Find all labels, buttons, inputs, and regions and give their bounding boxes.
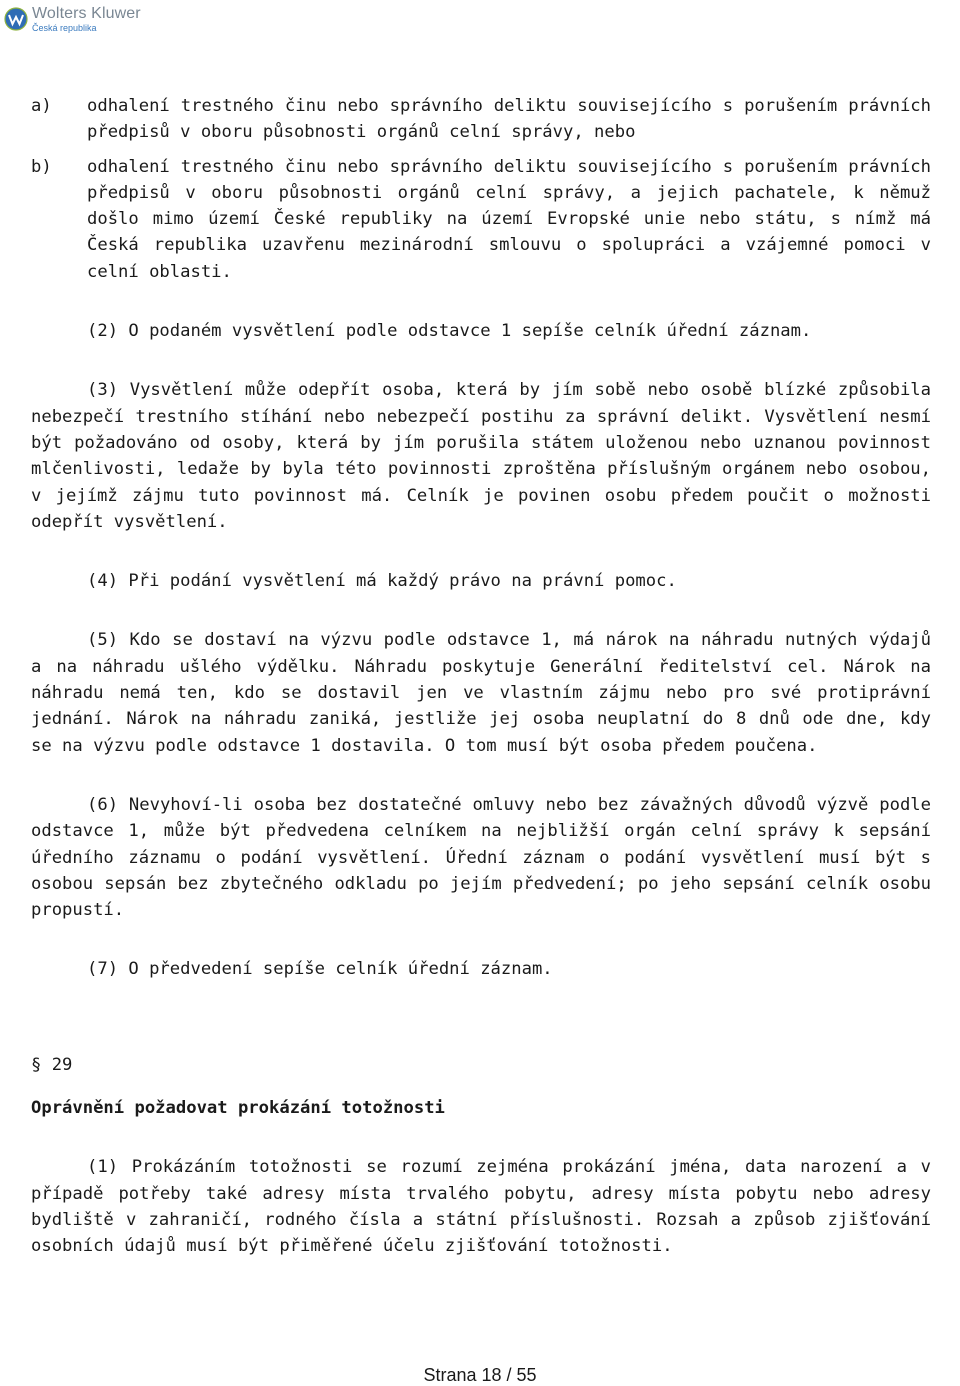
list-item [31, 93, 931, 146]
wolters-kluwer-logo-icon [4, 7, 28, 31]
list-item-text: odhalení trestného činu nebo správního deliktu souvisejícího s porušením právních předpisů v oboru působnosti orgánů celní správy, nebo [87, 96, 931, 143]
paragraph: (3) Vysvětlení může odepřít osoba, která by jím sobě nebo osobě blízké způsobila nebezpečí trestního stíhání nebo nebezpečí postihu za správní delikt. Vysvětlení nesmí být požadováno od osoby, která by jím porušila státem uloženou nebo uznanou povinnost mlčenlivosti, ledaže by byla této povinnosti zproštěna příslušným orgánem nebo osobou, v jejímž zájmu tuto povinnost má. Celník je povinen osobu předem poučit o možnosti odepřít vysvětlení. [31, 380, 931, 532]
paragraph: (7) O předvedení sepíše celník úřední záznam. [87, 959, 553, 980]
page-number: Strana 18 / 55 [423, 1365, 537, 1385]
paragraph: (4) Při podání vysvětlení má každý právo na právní pomoc. [87, 571, 677, 592]
list-item-marker: a) [31, 96, 52, 116]
list-item-text: odhalení trestného činu nebo správního deliktu souvisejícího s porušením právních předpisů v oboru působnosti orgánů celní správy, a jejich pachatele, k němuž došlo mimo území České republiky na území Evropské unie nebo státu, s nímž má Česká republika uzavřenu mezinárodní smlouvu o spolupráci a vzájemné pomoci v celní oblasti. [87, 156, 931, 282]
list-item-marker: b) [31, 156, 52, 177]
section-title: Oprávnění požadovat prokázání totožnosti [31, 1098, 445, 1119]
paragraph: (1) Prokázáním totožnosti se rozumí zejména prokázání jména, data narození a v případě potřeby také adresy místa trvalého pobytu, adresy místa pobytu nebo adresy bydliště v zahraničí, rodného čísla a státní příslušnosti. Rozsah a způsob zjišťování osobních údajů musí být přiměřené účelu zjišťování totožnosti. [31, 1157, 931, 1257]
brand-name: Wolters Kluwer [32, 4, 141, 22]
brand-region: Česká republika [32, 22, 97, 33]
paragraph: (6) Nevyhoví-li osoba bez dostatečné omluvy nebo bez závažných důvodů výzvě podle odstavce 1, může být předvedena celníkem na nejbližší orgán celní správy k sepsání úředního záznamu o podání vysvětlení. Úřední záznam o podání vysvětlení musí být s osobou sepsán bez zbytečného odkladu po jejím předvedení; po jeho sepsání celník osobu propustí. [31, 794, 931, 921]
list-item [31, 154, 931, 285]
document-body [31, 93, 931, 1260]
paragraph: (5) Kdo se dostaví na výzvu podle odstavce 1, má nárok na náhradu nutných výdajů a na náhradu ušlého výdělku. Náhradu poskytuje Generální ředitelství cel. Nárok na náhradu nemá ten, kdo se dostavil jen ve vlastním zájmu nebo pro své protiprávní jednání. Nárok na náhradu zaniká, jestliže jej osoba neuplatní do 8 dnů ode dne, kdy se na výzvu podle odstavce 1 dostavila. O tom musí být osoba předem poučena. [31, 630, 931, 756]
brand-logo [4, 4, 141, 34]
section-number: § 29 [31, 1054, 73, 1075]
paragraph: (2) O podaném vysvětlení podle odstavce 1 sepíše celník úřední záznam. [87, 321, 812, 342]
